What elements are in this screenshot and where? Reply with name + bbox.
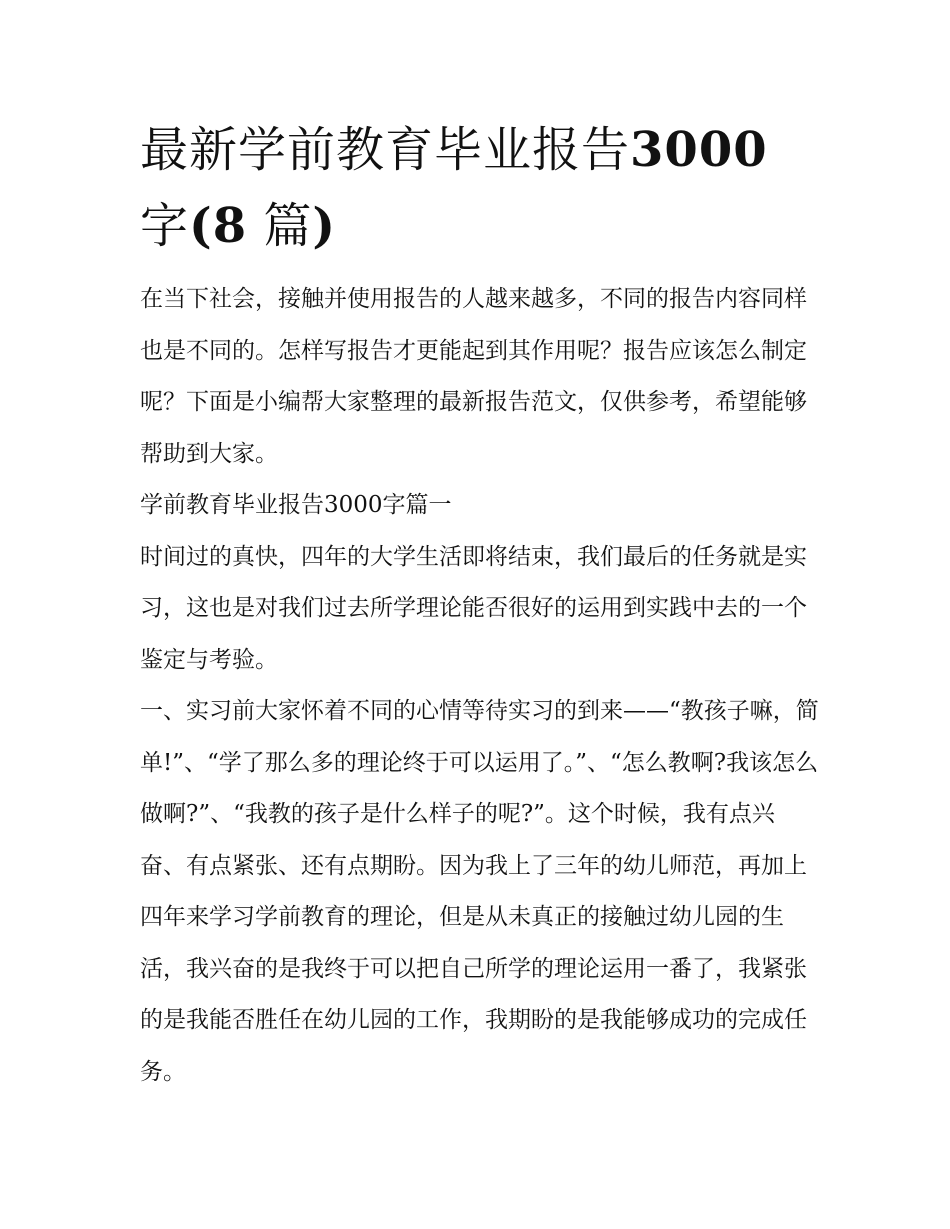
document-body [140,274,820,1098]
title-text-pian: 篇 [263,198,313,254]
title-count-open: (8 [189,198,248,254]
title-text-main: 最新学前教育毕业报告 [140,122,631,178]
body-paragraph: 一、实习前大家怀着不同的心情等待实习的到来——“教孩子嘛，简单!”、“学了那么多的理论终于可以运用了。”、“怎么教啊?我该怎么做啊?”、“我教的孩子是什么样子的呢?”。这个时候，我有点兴奋、有点紧张、还有点期盼。因为我上了三年的幼儿师范，再加上四年来学习学前教育的理论，但是从未真正的接触过幼儿园的生活，我兴奋的是我终于可以把自己所学的理论运用一番了，我紧张的是我能否胜任在幼儿园的工作，我期盼的是我能够成功的完成任务。 [140,698,819,1085]
intro-paragraph: 在当下社会，接触并使用报告的人越来越多，不同的报告内容同样也是不同的。怎样写报告才更能起到其作用呢？报告应该怎么制定呢？下面是小编帮大家整理的最新报告范文，仅供参考，希望能够帮助到大家。 [140,286,807,467]
title-number: 3000 [630,122,768,178]
section-heading: 学前教育毕业报告3000字篇一 [140,492,452,518]
title-count-close: ) [312,198,337,254]
body-paragraph: 时间过的真快，四年的大学生活即将结束，我们最后的任务就是实习，这也是对我们过去所学理论能否很好的运用到实践中去的一个鉴定与考验。 [140,543,807,673]
title-text-unit: 字 [140,198,190,254]
document-title [140,112,820,264]
